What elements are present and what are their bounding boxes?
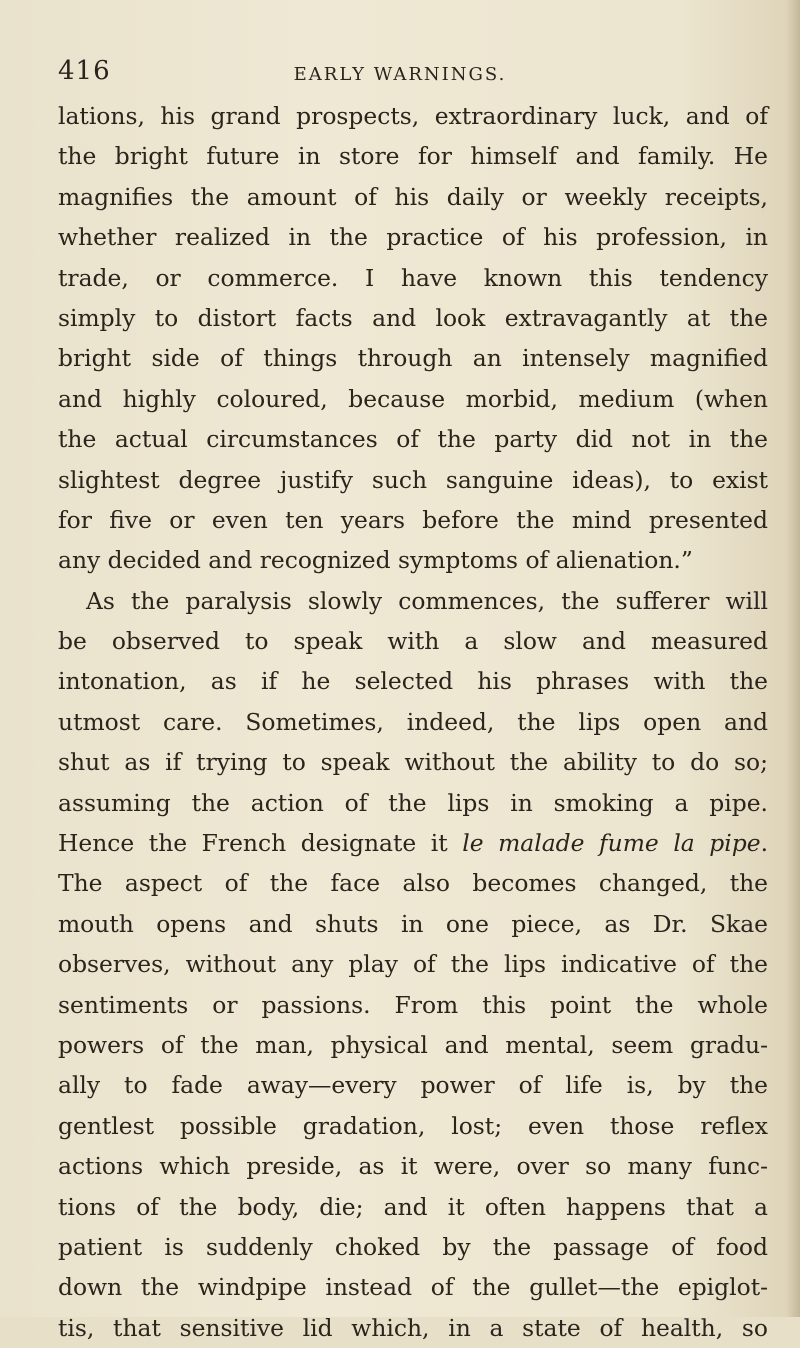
text-line: utmost care. Sometimes, indeed, the lips open and — [58, 707, 768, 736]
text-line: observes, without any play of the lips indicative of the — [58, 950, 768, 979]
text-line: the actual circumstances of the party did not in the — [58, 425, 768, 454]
text-line: sentiments or passions. From this point the whole — [58, 990, 768, 1019]
text-line: As the paralysis slowly commences, the sufferer will — [86, 586, 768, 615]
body-text — [58, 96, 768, 1348]
text-line: intonation, as if he selected his phrases with the — [58, 667, 768, 696]
text-line: tions of the body, die; and it often happens that a — [58, 1192, 768, 1221]
text-line: The aspect of the face also becomes changed, the — [58, 869, 768, 898]
text-segment: Hence the French designate it — [58, 829, 463, 858]
text-line: gentlest possible gradation, lost; even those reflex — [58, 1111, 768, 1140]
text-line: shut as if trying to speak without the ability to do so; — [58, 748, 768, 777]
text-line: and highly coloured, because morbid, medium (when — [58, 384, 768, 413]
text-line — [58, 823, 768, 863]
page-number: 416 — [58, 56, 111, 86]
text-line: actions which preside, as it were, over so many func- — [58, 1152, 768, 1181]
text-line: bright side of things through an intensely magnified — [58, 344, 768, 373]
text-line: simply to distort facts and look extravagantly at the — [58, 303, 768, 332]
text-line: be observed to speak with a slow and measured — [58, 627, 768, 656]
text-line: powers of the man, physical and mental, seem gradu- — [58, 1030, 768, 1059]
text-line: trade, or commerce. I have known this tendency — [58, 263, 768, 292]
text-line: magnifies the amount of his daily or weekly receipts, — [58, 182, 768, 211]
text-segment: . — [760, 829, 769, 858]
text-line: assuming the action of the lips in smoking a pipe. — [58, 788, 768, 817]
italic-phrase: le malade fume la pipe — [462, 829, 761, 858]
text-line: the bright future in store for himself and family. He — [58, 142, 768, 171]
text-line: lations, his grand prospects, extraordinary luck, and of — [58, 102, 768, 130]
text-line: whether realized in the practice of his profession, in — [58, 223, 768, 252]
text-line: mouth opens and shuts in one piece, as Dr. Skae — [58, 909, 768, 938]
text-line: down the windpipe instead of the gullet—the epiglot- — [58, 1273, 768, 1302]
text-line: ally to fade away—every power of life is, by the — [58, 1071, 768, 1100]
page-edge-shadow — [786, 0, 800, 1317]
running-head: EARLY WARNINGS. — [293, 64, 507, 85]
text-line: patient is suddenly choked by the passage of food — [58, 1232, 768, 1261]
text-line: for five or even ten years before the mind presented — [58, 505, 768, 534]
text-line: any decided and recognized symptoms of alienation.” — [58, 546, 693, 575]
text-line: tis, that sensitive lid which, in a state of health, so — [58, 1313, 768, 1342]
text-line: slightest degree justify such sanguine ideas), to exist — [58, 465, 768, 494]
